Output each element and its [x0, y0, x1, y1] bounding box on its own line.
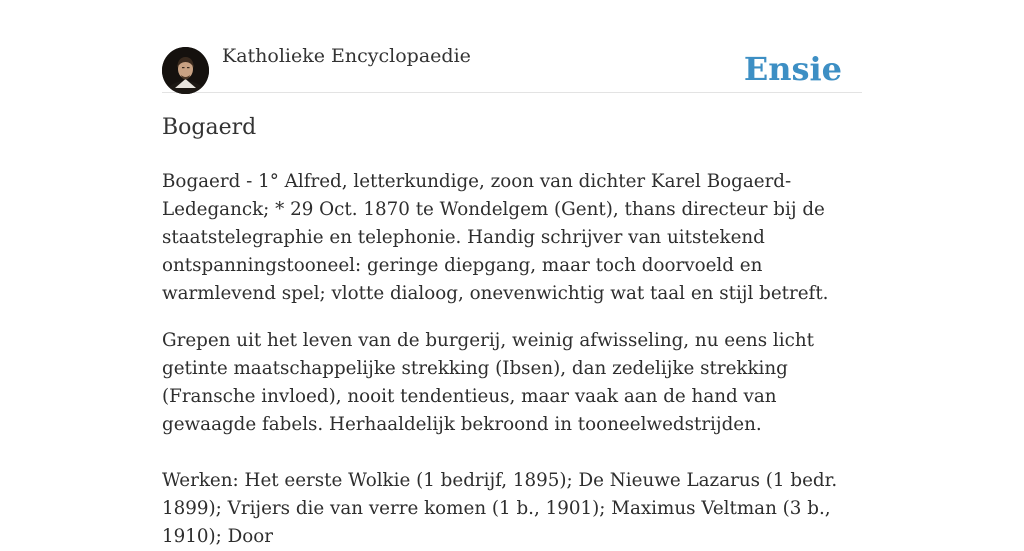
article-title: Bogaerd [162, 115, 257, 140]
article-paragraph: Werken: Het eerste Wolkie (1 bedrijf, 1895); De Nieuwe Lazarus (1 bedr. 1899); Vrijers die van verre komen (1 b., 1901); Maximus Veltman (3 b., 1910); Door [162, 470, 838, 547]
site-header [162, 40, 862, 93]
article-paragraph: Grepen uit het leven van de burgerij, weinig afwisseling, nu eens licht getinte maatschappelijke strekking (Ibsen), dan zedelijke strekking (Fransche invloed), nooit tendentieus, maar vaak aan de hand van gewaagde fabels. Herhaaldelijk bekroond in tooneelwedstrijden. [162, 330, 814, 435]
brand-logo[interactable]: Ensie [743, 50, 842, 88]
article-paragraph: Bogaerd - 1° Alfred, letterkundige, zoon van dichter Karel Bogaerd-Ledeganck; * 29 Oct. 1870 te Wondelgem (Gent), thans directeur bij de staatstelegraphie en telephonie. Handig schrijver van uitstekend ontspanningstooneel: geringe diepgang, maar toch doorvoeld en warmlevend spel; vlotte dialoog, onevenwichtig wat taal en stijl betreft. [162, 171, 829, 304]
portrait-avatar-icon[interactable] [162, 47, 209, 94]
source-name[interactable]: Katholieke Encyclopaedie [222, 45, 471, 67]
